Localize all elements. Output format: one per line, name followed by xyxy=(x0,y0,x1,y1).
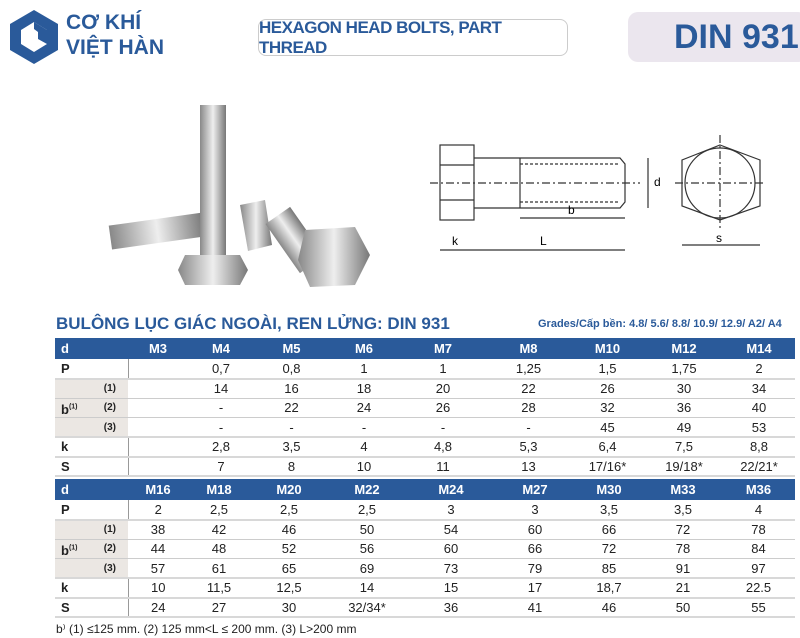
cell-d: M27 xyxy=(496,479,574,500)
cell-b3: - xyxy=(188,418,254,438)
cell-b2: 40 xyxy=(723,398,795,418)
cell-S: 30 xyxy=(250,598,328,618)
cell-d: M24 xyxy=(406,479,496,500)
b-symbol: b xyxy=(61,402,69,418)
table-row-k xyxy=(55,578,795,598)
cell-d: M20 xyxy=(250,479,328,500)
table-row-b3 xyxy=(55,418,795,438)
label-s: s xyxy=(716,231,722,245)
cell-b2: 72 xyxy=(574,539,644,559)
cell-b2: 28 xyxy=(487,398,570,418)
table-row-k xyxy=(55,437,795,457)
cell-k: 2,8 xyxy=(188,437,254,457)
cell-k: 7,5 xyxy=(645,437,723,457)
cell-b1: 20 xyxy=(399,379,487,399)
row-label-b3 xyxy=(55,418,128,438)
cell-k: 3,5 xyxy=(254,437,329,457)
label-b: b xyxy=(568,203,575,217)
cell-k: 18,7 xyxy=(574,578,644,598)
cell-S: 10 xyxy=(329,457,399,477)
cell-b1: 30 xyxy=(645,379,723,399)
row-label-P: P xyxy=(55,359,128,379)
cell-k: 21 xyxy=(644,578,722,598)
cell-S: 36 xyxy=(406,598,496,618)
cell-b2: 60 xyxy=(406,539,496,559)
cell-S: 27 xyxy=(188,598,250,618)
cell-S: 19/18* xyxy=(645,457,723,477)
brand-line2: VIỆT HÀN xyxy=(66,36,165,59)
cell-b2: 52 xyxy=(250,539,328,559)
cell-P: 3,5 xyxy=(574,500,644,520)
cell-b3: 97 xyxy=(722,559,795,579)
table-row-d xyxy=(55,338,795,359)
cell-S: 7 xyxy=(188,457,254,477)
cell-S: 8 xyxy=(254,457,329,477)
cell-S: 50 xyxy=(644,598,722,618)
cell-P: 1,25 xyxy=(487,359,570,379)
cell-b3: 79 xyxy=(496,559,574,579)
cell-S: 32/34* xyxy=(328,598,406,618)
cell-b2: 22 xyxy=(254,398,329,418)
row-label-b1 xyxy=(55,379,128,399)
cell-k: 8,8 xyxy=(723,437,795,457)
sub-label: (1) xyxy=(103,383,116,394)
product-title: HEXAGON HEAD BOLTS, PART THREAD xyxy=(258,19,568,56)
cell-k: 14 xyxy=(328,578,406,598)
cell-P: 4 xyxy=(722,500,795,520)
cell-d: M30 xyxy=(574,479,644,500)
standard-badge: DIN 931 xyxy=(628,12,800,62)
cell-S: 13 xyxy=(487,457,570,477)
cell-P: 3,5 xyxy=(644,500,722,520)
cell-b1: 42 xyxy=(188,520,250,540)
table-row-b1 xyxy=(55,379,795,399)
row-label-k: k xyxy=(55,437,128,457)
cell-b2: 56 xyxy=(328,539,406,559)
cell-b3: 91 xyxy=(644,559,722,579)
cell-P: 1 xyxy=(329,359,399,379)
cell-d: M36 xyxy=(722,479,795,500)
cell-b3 xyxy=(128,418,188,438)
dimension-table-2 xyxy=(55,479,795,618)
row-label-b2 xyxy=(55,539,128,559)
b-superscript: (1) xyxy=(68,403,78,411)
cell-d: M22 xyxy=(328,479,406,500)
cell-d: M4 xyxy=(188,338,254,359)
cell-b2: 44 xyxy=(128,539,188,559)
cell-b2: 32 xyxy=(570,398,645,418)
footnote: b⁾ (1) ≤125 mm. (2) 125 mm<L ≤ 200 mm. (3) L>200 mm xyxy=(56,622,357,636)
cell-d: M18 xyxy=(188,479,250,500)
cell-k: 22.5 xyxy=(722,578,795,598)
cell-b1: 38 xyxy=(128,520,188,540)
cell-b1: 46 xyxy=(250,520,328,540)
cell-b2: 26 xyxy=(399,398,487,418)
b-symbol: b xyxy=(61,543,69,559)
cell-P: 1,75 xyxy=(645,359,723,379)
cell-k: 4 xyxy=(329,437,399,457)
cell-P: 0,8 xyxy=(254,359,329,379)
cell-S: 22/21* xyxy=(723,457,795,477)
cell-S: 24 xyxy=(128,598,188,618)
cell-b1 xyxy=(128,379,188,399)
row-label-b3 xyxy=(55,559,128,579)
cell-b3: 57 xyxy=(128,559,188,579)
cell-d: M16 xyxy=(128,479,188,500)
cell-b1: 14 xyxy=(188,379,254,399)
section-heading: BULÔNG LỤC GIÁC NGOÀI, REN LỬNG: DIN 931 xyxy=(56,314,450,333)
row-label-P: P xyxy=(55,500,128,520)
cell-b3: 73 xyxy=(406,559,496,579)
cell-b3: 53 xyxy=(723,418,795,438)
sub-label: (1) xyxy=(103,524,116,535)
cell-d: M7 xyxy=(399,338,487,359)
logo-icon xyxy=(8,8,60,66)
cell-d: M6 xyxy=(329,338,399,359)
cell-P: 2 xyxy=(723,359,795,379)
sub-label: (2) xyxy=(103,543,116,555)
cell-P: 3 xyxy=(496,500,574,520)
label-L: L xyxy=(540,234,547,248)
cell-P: 2,5 xyxy=(250,500,328,520)
cell-b3: 85 xyxy=(574,559,644,579)
cell-k: 17 xyxy=(496,578,574,598)
cell-k: 12,5 xyxy=(250,578,328,598)
cell-S: 11 xyxy=(399,457,487,477)
cell-b1: 18 xyxy=(329,379,399,399)
cell-d: M5 xyxy=(254,338,329,359)
table-row-P xyxy=(55,500,795,520)
cell-b3: 65 xyxy=(250,559,328,579)
cell-b3: 61 xyxy=(188,559,250,579)
table-row-b2 xyxy=(55,539,795,559)
cell-b2: 24 xyxy=(329,398,399,418)
cell-b2: 84 xyxy=(722,539,795,559)
table-row-S xyxy=(55,457,795,477)
cell-b3: - xyxy=(329,418,399,438)
cell-d: M14 xyxy=(723,338,795,359)
cell-P: 3 xyxy=(406,500,496,520)
cell-b1: 66 xyxy=(574,520,644,540)
cell-P: 2,5 xyxy=(328,500,406,520)
table-row-b3 xyxy=(55,559,795,579)
cell-b1: 60 xyxy=(496,520,574,540)
cell-b2: 66 xyxy=(496,539,574,559)
brand-name xyxy=(66,10,164,60)
cell-P: 1 xyxy=(399,359,487,379)
cell-k: 10 xyxy=(128,578,188,598)
row-label-d: d xyxy=(55,479,128,500)
cell-b1: 72 xyxy=(644,520,722,540)
cell-k: 5,3 xyxy=(487,437,570,457)
cell-k: 11,5 xyxy=(188,578,250,598)
cell-b2: 48 xyxy=(188,539,250,559)
cell-S: 17/16* xyxy=(570,457,645,477)
cell-b3: - xyxy=(399,418,487,438)
cell-d: M12 xyxy=(645,338,723,359)
label-d: d xyxy=(654,175,661,189)
cell-b3: - xyxy=(487,418,570,438)
sub-label: (3) xyxy=(103,421,116,433)
cell-k: 4,8 xyxy=(399,437,487,457)
brand-line1: CƠ KHÍ xyxy=(66,11,142,34)
cell-d: M33 xyxy=(644,479,722,500)
cell-b1: 50 xyxy=(328,520,406,540)
cell-S: 46 xyxy=(574,598,644,618)
cell-b1: 22 xyxy=(487,379,570,399)
cell-b3: - xyxy=(254,418,329,438)
table-row-b1 xyxy=(55,520,795,540)
cell-b3: 45 xyxy=(570,418,645,438)
cell-d: M3 xyxy=(128,338,188,359)
table-row-P xyxy=(55,359,795,379)
sub-label: (2) xyxy=(103,402,116,414)
row-label-S: S xyxy=(55,598,128,618)
cell-b1: 78 xyxy=(722,520,795,540)
cell-b1: 16 xyxy=(254,379,329,399)
row-label-b2 xyxy=(55,398,128,418)
table-row-d xyxy=(55,479,795,500)
cell-b2: 36 xyxy=(645,398,723,418)
cell-b2: - xyxy=(188,398,254,418)
row-label-b1 xyxy=(55,520,128,540)
row-label-S: S xyxy=(55,457,128,477)
cell-b3: 49 xyxy=(645,418,723,438)
label-k: k xyxy=(452,234,458,248)
cell-k xyxy=(128,437,188,457)
cell-d: M8 xyxy=(487,338,570,359)
cell-P: 2,5 xyxy=(188,500,250,520)
sub-label: (3) xyxy=(103,562,116,574)
cell-b1: 34 xyxy=(723,379,795,399)
cell-b2 xyxy=(128,398,188,418)
cell-b3: 69 xyxy=(328,559,406,579)
cell-S xyxy=(128,457,188,477)
cell-b1: 26 xyxy=(570,379,645,399)
b-superscript: (1) xyxy=(68,544,78,552)
row-label-k: k xyxy=(55,578,128,598)
cell-P: 1,5 xyxy=(570,359,645,379)
cell-S: 55 xyxy=(722,598,795,618)
cell-P xyxy=(128,359,188,379)
row-label-d: d xyxy=(55,338,128,359)
cell-d: M10 xyxy=(570,338,645,359)
dimension-table-1 xyxy=(55,338,795,477)
bolt-photo xyxy=(100,95,400,295)
cell-S: 41 xyxy=(496,598,574,618)
cell-k: 6,4 xyxy=(570,437,645,457)
grades-text: Grades/Cấp bền: 4.8/ 5.6/ 8.8/ 10.9/ 12.9/ A2/ A4 xyxy=(538,318,782,330)
cell-P: 2 xyxy=(128,500,188,520)
table-row-S xyxy=(55,598,795,618)
cell-k: 15 xyxy=(406,578,496,598)
cell-b2: 78 xyxy=(644,539,722,559)
technical-drawing xyxy=(420,120,800,260)
cell-b1: 54 xyxy=(406,520,496,540)
cell-P: 0,7 xyxy=(188,359,254,379)
table-row-b2 xyxy=(55,398,795,418)
